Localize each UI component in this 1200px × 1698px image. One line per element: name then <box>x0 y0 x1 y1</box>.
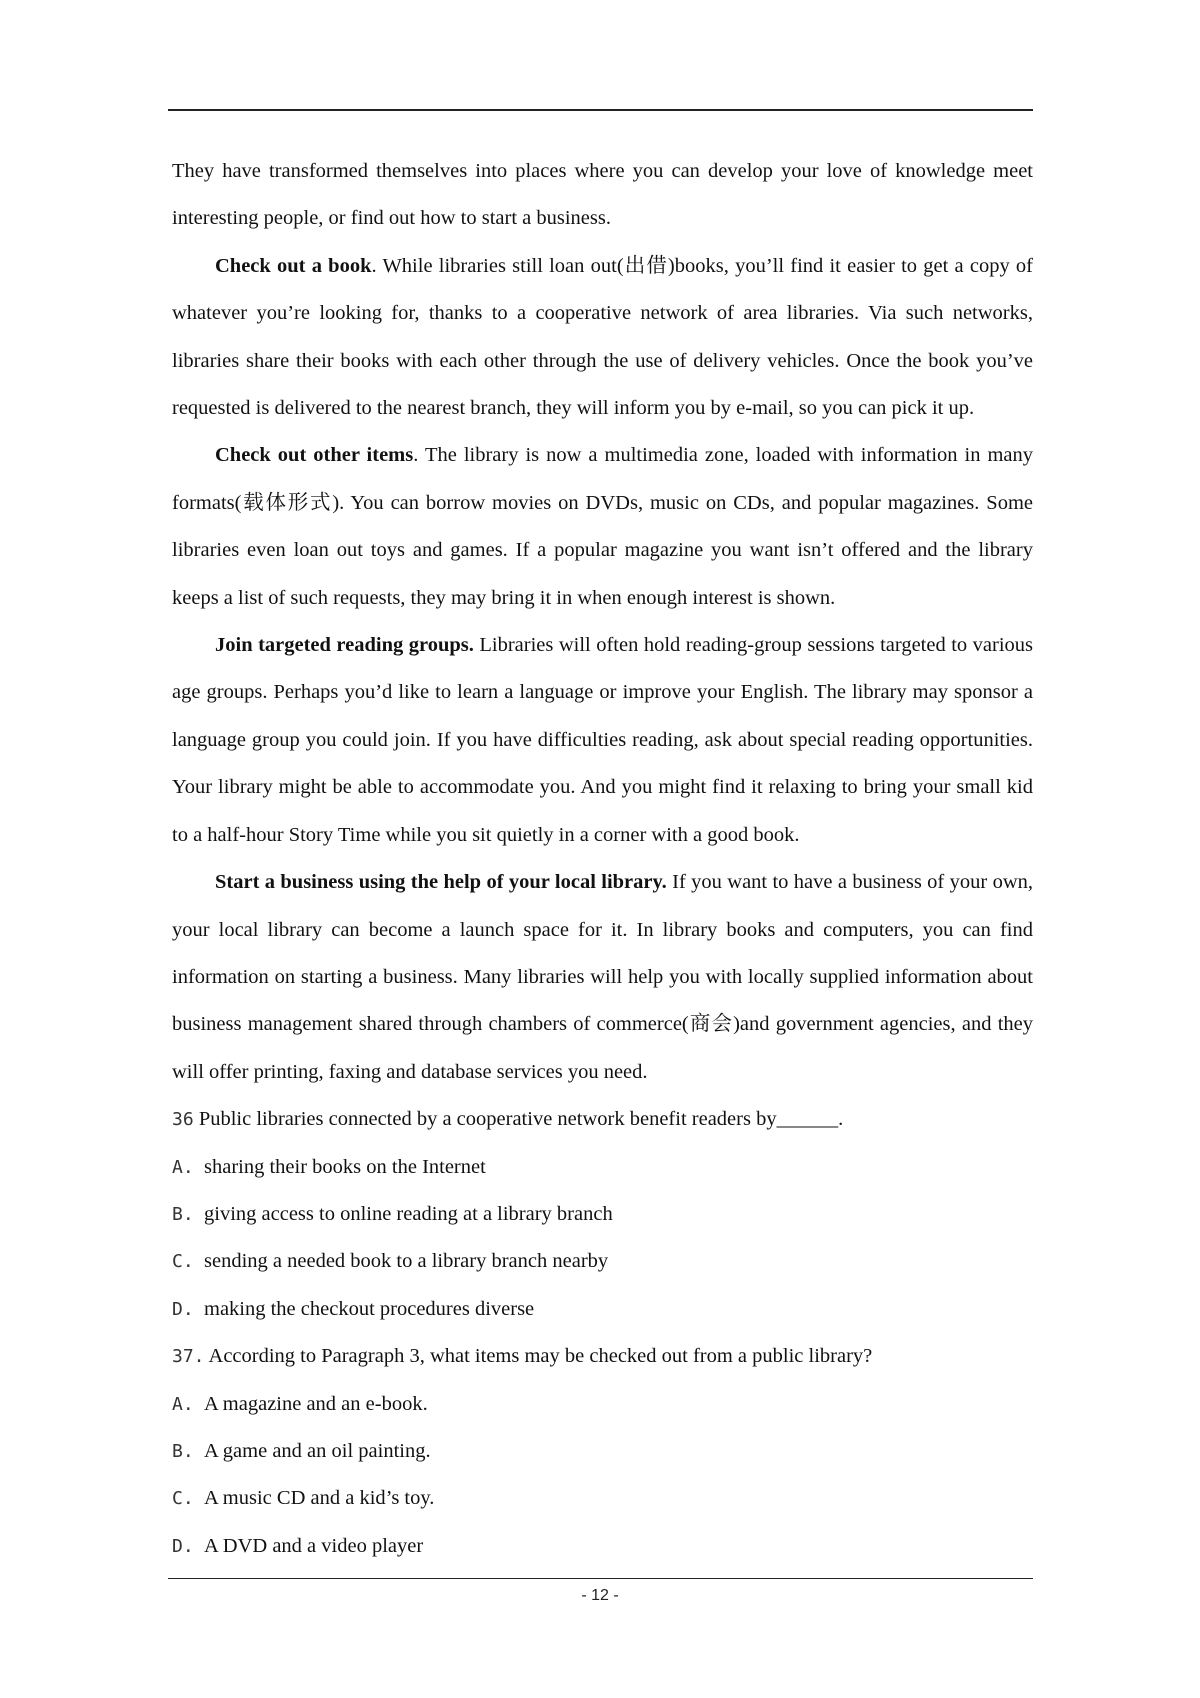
paragraph-check-out-book <box>172 243 1033 433</box>
option-text: giving access to online reading at a library branch <box>204 1202 613 1225</box>
paragraph-reading-groups <box>172 622 1033 859</box>
paragraph-heading: Join targeted reading groups. <box>215 634 474 657</box>
paragraph-check-out-other-items <box>172 432 1033 622</box>
paragraph-start-business <box>172 859 1033 1096</box>
option-letter: A. <box>172 1156 194 1178</box>
option-text: sharing their books on the Internet <box>204 1155 486 1178</box>
option-letter: C. <box>172 1251 194 1273</box>
option-letter: D. <box>172 1535 194 1557</box>
option-text: A music CD and a kid’s toy. <box>204 1487 435 1510</box>
option-letter: C. <box>172 1488 194 1510</box>
option-letter: D. <box>172 1298 194 1320</box>
question-number: 37. <box>172 1346 205 1368</box>
question-37-option-c <box>172 1475 1033 1522</box>
header-rule <box>168 109 1033 111</box>
question-36-option-a <box>172 1144 1033 1191</box>
footer-rule <box>168 1578 1033 1579</box>
document-body <box>172 148 1033 1570</box>
paragraph-heading: Start a business using the help of your local library. <box>215 871 667 894</box>
paragraph-heading: Check out a book <box>215 254 372 277</box>
option-text: A magazine and an e-book. <box>204 1392 428 1415</box>
page-number: - 12 - <box>581 1587 619 1604</box>
option-letter: B. <box>172 1440 194 1462</box>
paragraph-text: They have transformed themselves into places where you can develop your love of knowledge meet interesting people, or find out how to start a business. <box>172 160 1033 230</box>
question-37-option-b <box>172 1428 1033 1475</box>
option-text: making the checkout procedures diverse <box>204 1297 535 1320</box>
question-36-option-b <box>172 1191 1033 1238</box>
question-36 <box>172 1096 1033 1143</box>
paragraph-intro <box>172 148 1033 243</box>
question-37 <box>172 1333 1033 1380</box>
question-36-option-c <box>172 1238 1033 1285</box>
question-36-option-d <box>172 1286 1033 1333</box>
paragraph-text: If you want to have a business of your own, your local library can become a launch space for it. In library books and computers, you can find information on starting a business. Many libraries will help you with locally supplied information about business management shared through chambers of commerce(商会)and government agencies, and they will offer printing, faxing and database services you need. <box>172 871 1033 1083</box>
paragraph-text: . While libraries still loan out(出借)books, you’ll find it easier to get a copy of whatever you’re looking for, thanks to a cooperative network of area libraries. Via such networks, libraries share their books with each other through the use of delivery vehicles. Once the book you’ve requested is delivered to the nearest branch, they will inform you by e-mail, so you can pick it up. <box>172 254 1033 420</box>
option-letter: A. <box>172 1393 194 1415</box>
question-stem: Public libraries connected by a cooperative network benefit readers by______. <box>198 1108 844 1131</box>
question-number: 36 <box>172 1109 194 1131</box>
paragraph-text: Libraries will often hold reading-group sessions targeted to various age groups. Perhaps you’d like to learn a language or improve your English. The library may sponsor a language group you could join. If you have difficulties reading, ask about special reading opportunities. Your library might be able to accommodate you. And you might find it relaxing to bring your small kid to a half-hour Story Time while you sit quietly in a corner with a good book. <box>172 634 1033 846</box>
option-letter: B. <box>172 1203 194 1225</box>
option-text: A DVD and a video player <box>204 1534 424 1557</box>
question-37-option-a <box>172 1381 1033 1428</box>
paragraph-text: . The library is now a multimedia zone, loaded with information in many formats(载体形式). You can borrow movies on DVDs, music on CDs, and popular magazines. Some libraries even loan out toys and games. If a popular magazine you want isn’t offered and the library keeps a list of such requests, they may bring it in when enough interest is shown. <box>172 444 1033 609</box>
paragraph-heading: Check out other items <box>215 444 414 467</box>
option-text: A game and an oil painting. <box>204 1439 431 1462</box>
option-text: sending a needed book to a library branch nearby <box>204 1250 609 1273</box>
question-stem: According to Paragraph 3, what items may be checked out from a public library? <box>208 1345 873 1368</box>
question-37-option-d <box>172 1523 1033 1570</box>
